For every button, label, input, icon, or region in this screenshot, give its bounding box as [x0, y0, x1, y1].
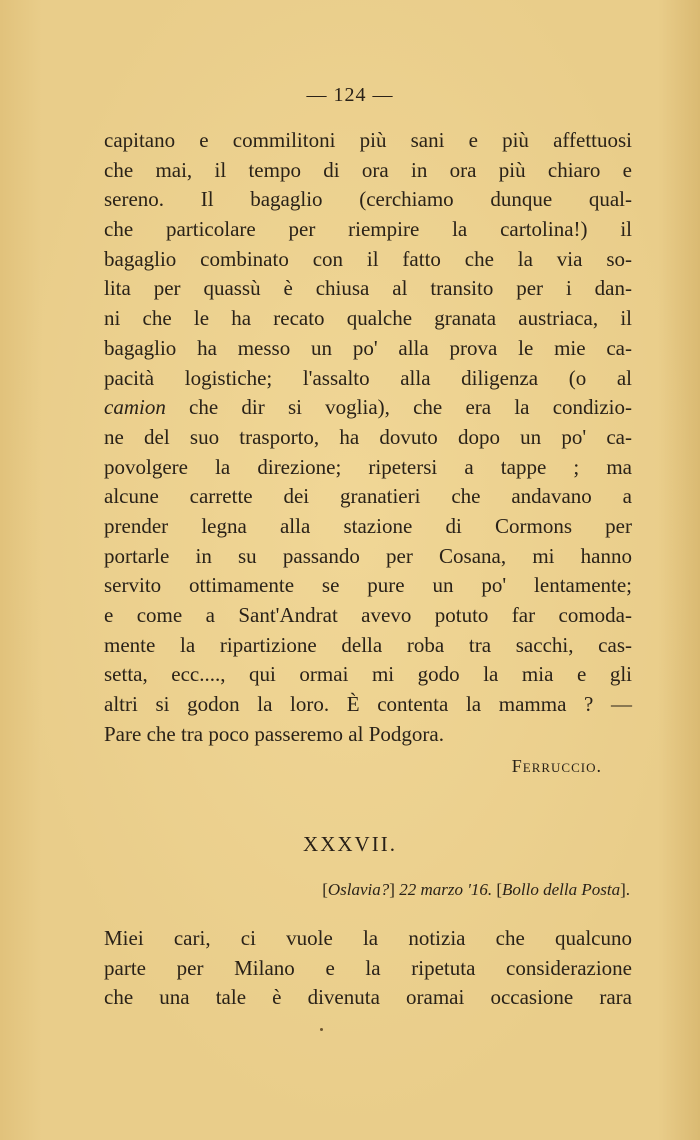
bracket: ] [389, 880, 395, 899]
letter-paragraph [104, 924, 632, 1013]
section-heading: XXXVII. [303, 832, 397, 856]
text-line: che particolare per riempire la cartolina!) il [104, 217, 632, 242]
italic-word: camion [104, 395, 166, 420]
letter-paragraph [104, 126, 632, 749]
signature: Ferruccio. [511, 756, 602, 776]
paper-speck [320, 1028, 323, 1031]
text-line: portarle in su passando per Cosana, mi hanno [104, 543, 632, 568]
text-line: setta, ecc...., qui ormai mi godo la mia e gli [104, 662, 632, 687]
text-line: ne del suo trasporto, ha dovuto dopo un po' ca- [104, 424, 632, 449]
page-number: — 124 — [306, 84, 394, 106]
text-line: lita per quassù è chiusa al transito per i dan- [104, 276, 632, 301]
text-line: e come a Sant'Andrat avevo potuto far comoda- [104, 603, 632, 627]
text-line: alcune carrette dei granatieri che andavano a [104, 484, 632, 509]
text-line: prender legna alla stazione di Cormons per [104, 513, 632, 538]
text-line: povolgere la direzione; ripetersi a tappe ; ma [104, 454, 632, 479]
text-line: bagaglio combinato con il fatto che la via so- [104, 246, 632, 271]
dateline [322, 880, 630, 900]
bracket: [ [322, 880, 328, 899]
text-line-rest: che dir si voglia), che era la condizio- [189, 395, 632, 420]
text-line: ni che le ha recato qualche granata austriaca, il [104, 306, 632, 331]
text-line: Miei cari, ci vuole la notizia che qualcuno [104, 926, 632, 950]
text-line: capitano e commilitoni più sani e più affettuosi [104, 128, 632, 152]
text-line: pacità logistiche; l'assalto alla diligenza (o al [104, 365, 632, 390]
text-line: servito ottimamente se pure un po' lentamente; [104, 573, 632, 598]
text-line: bagaglio ha messo un po' alla prova le mie ca- [104, 335, 632, 360]
dateline-place: Oslavia? [327, 880, 390, 899]
text-line: sereno. Il bagaglio (cerchiamo dunque qual- [104, 187, 632, 212]
text-line: parte per Milano e la ripetuta considerazione [104, 955, 632, 980]
text-line: altri si godon la loro. È contenta la mamma ? — [104, 692, 632, 717]
bracket: ]. [620, 880, 630, 899]
dateline-date: 22 marzo '16. [394, 880, 497, 899]
text-line: che mai, il tempo di ora in ora più chiaro e [104, 157, 632, 182]
text-line: Pare che tra poco passeremo al Podgora. [104, 721, 444, 746]
bracket: [ [496, 880, 503, 899]
text-line: che una tale è divenuta oramai occasione rara [104, 985, 632, 1010]
dateline-stamp: Bollo della Posta [502, 880, 621, 899]
text-line: mente la ripartizione della roba tra sacchi, cas- [104, 632, 632, 657]
text-line-with-italic [104, 393, 632, 423]
